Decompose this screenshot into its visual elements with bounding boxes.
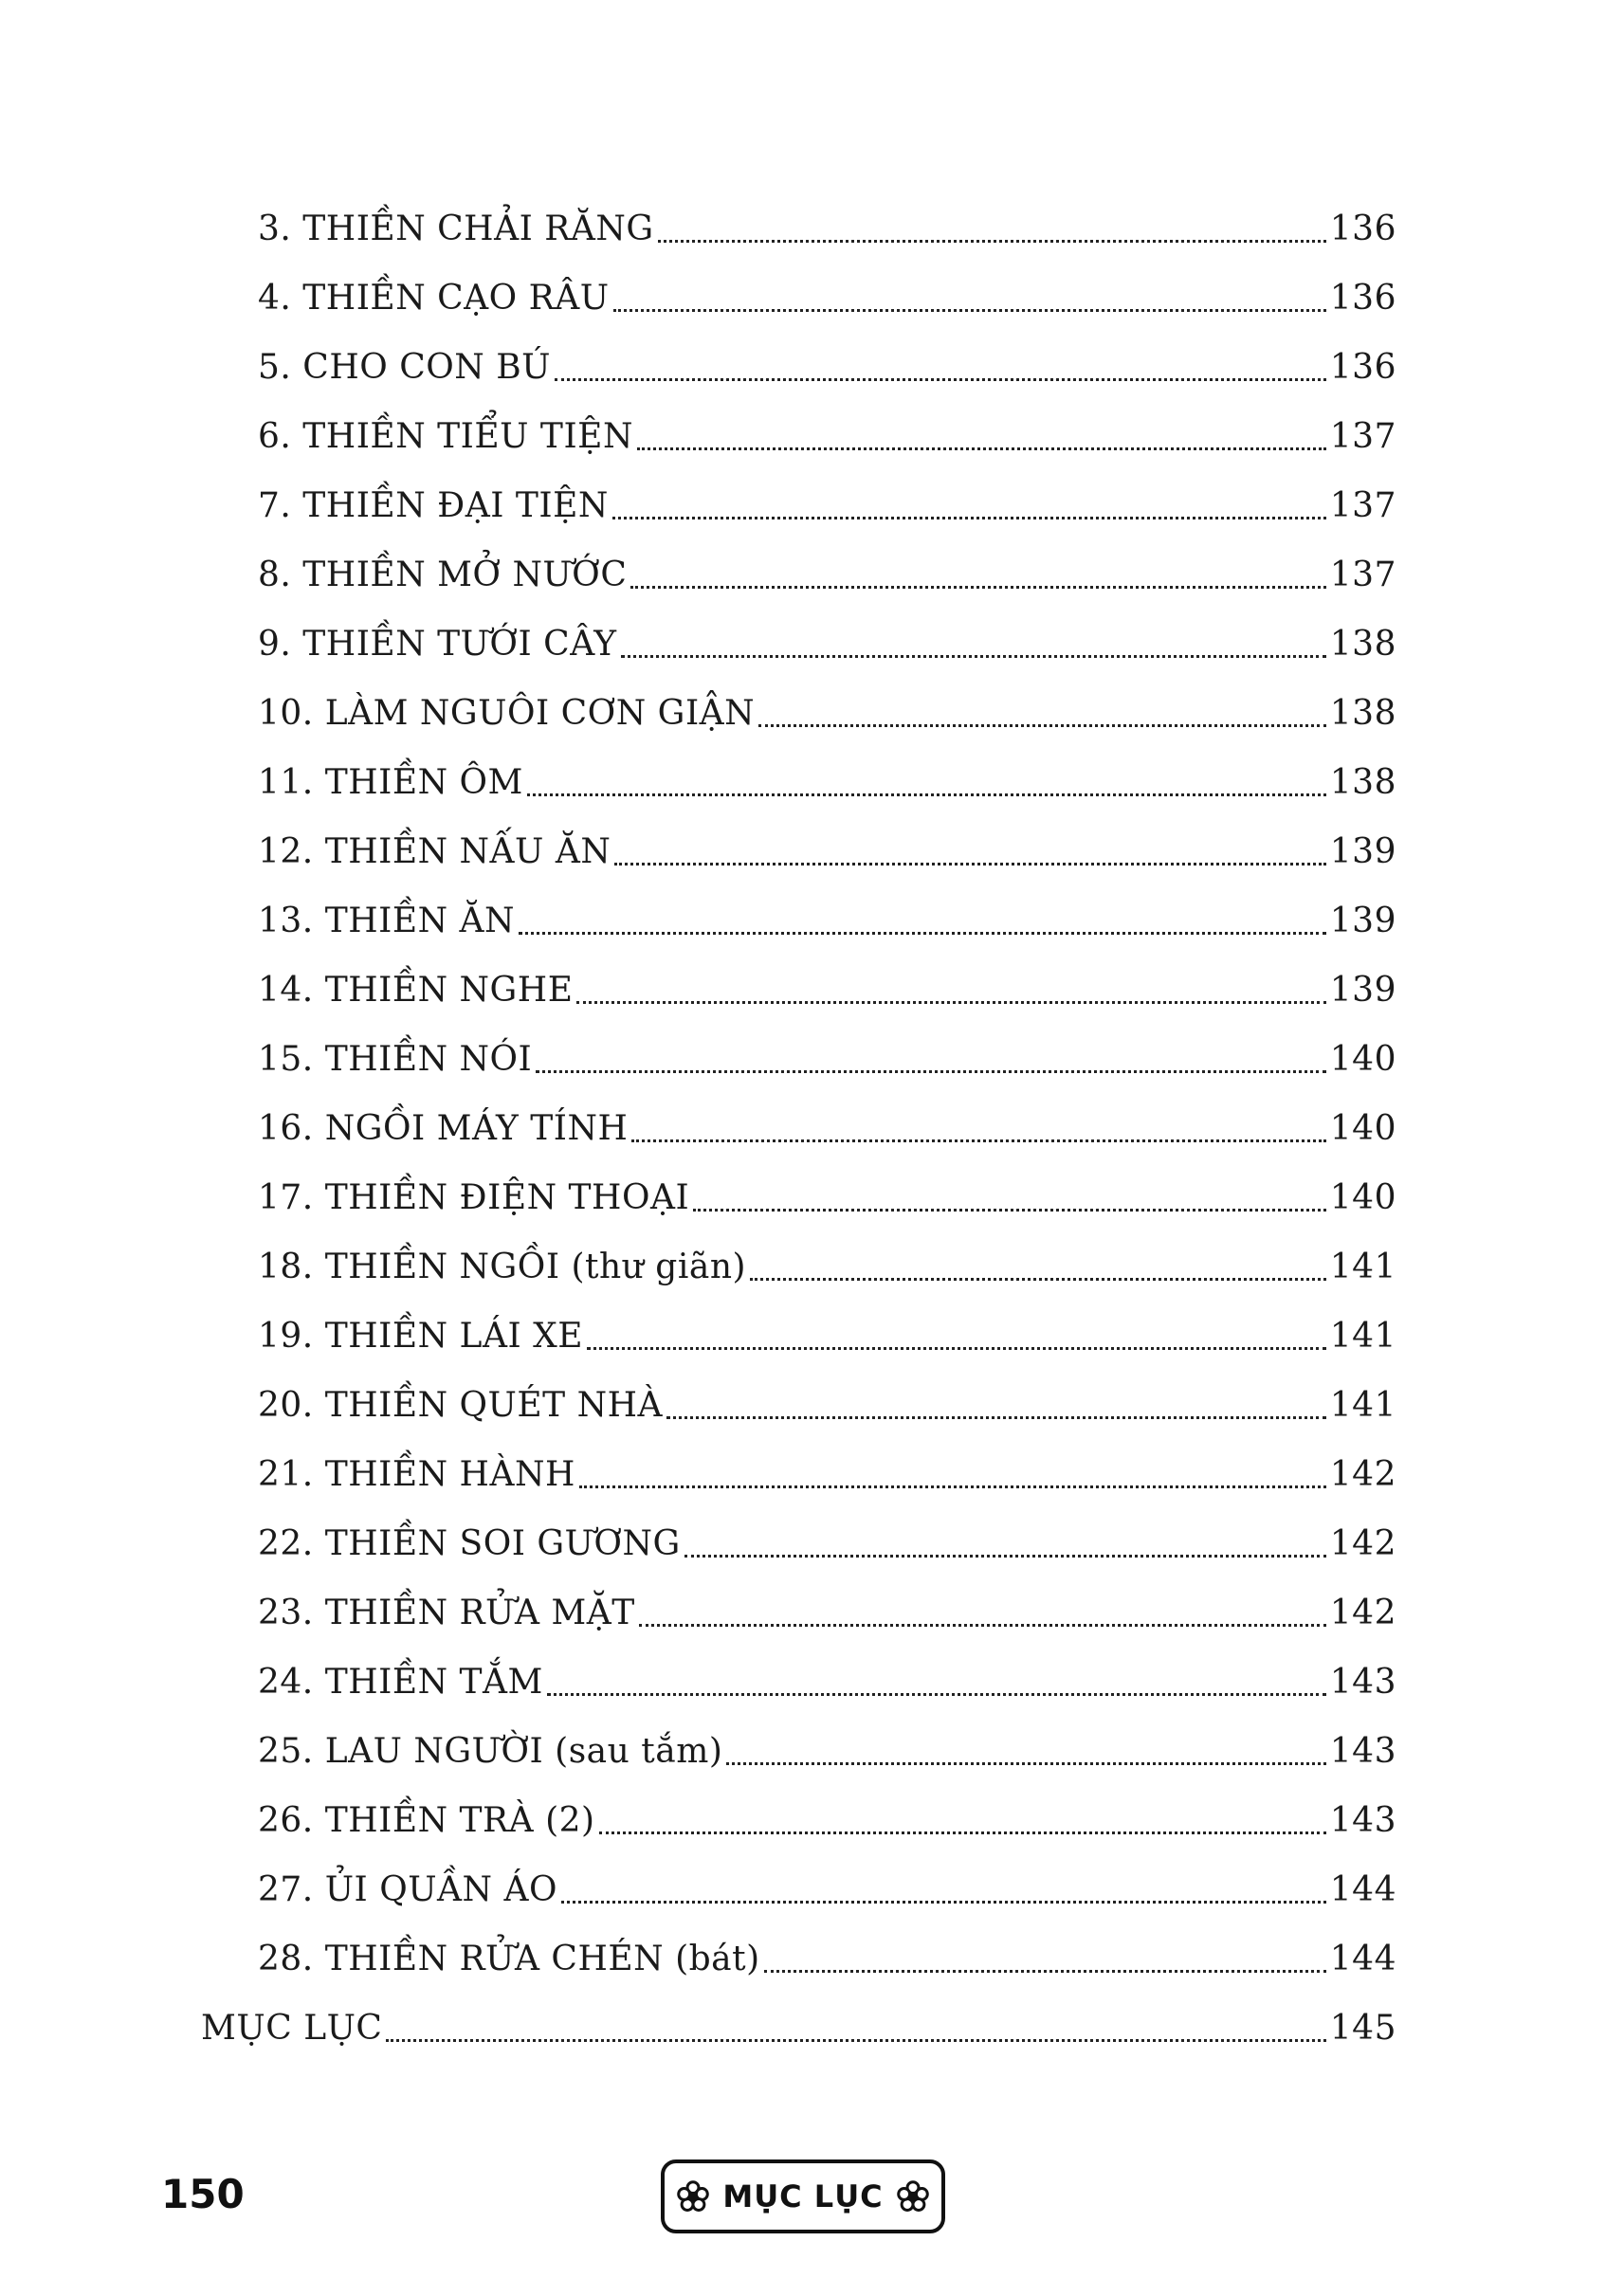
toc-entry-page: 138 <box>1329 763 1396 802</box>
toc-dot-leader <box>631 1102 1325 1156</box>
toc-dot-leader <box>726 1725 1325 1778</box>
toc-entry <box>258 1241 1396 1294</box>
toc-entry-page: 136 <box>1329 279 1396 318</box>
toc-entry <box>258 1102 1396 1156</box>
toc-dot-leader <box>758 687 1326 740</box>
toc-entry <box>258 1172 1396 1225</box>
toc-entry-title: 24. THIỀN TẮM <box>258 1663 543 1702</box>
toc-entry-page: 137 <box>1329 486 1396 525</box>
toc-entry-title: 26. THIỀN TRÀ (2) <box>258 1801 595 1840</box>
toc-dot-leader <box>536 1033 1326 1086</box>
toc-dot-leader <box>750 1241 1326 1294</box>
toc-entry <box>258 1379 1396 1432</box>
toc-entry <box>258 1449 1396 1502</box>
toc-entry-title: 11. THIỀN ÔM <box>258 763 523 802</box>
toc-entry-page: 139 <box>1329 971 1396 1010</box>
toc-entry-page: 138 <box>1329 625 1396 664</box>
toc-entry <box>258 687 1396 740</box>
toc-dot-leader <box>613 272 1326 325</box>
toc-entry-title: 16. NGỒI MÁY TÍNH <box>258 1109 629 1148</box>
flower-icon <box>897 2180 929 2213</box>
toc-entry-title: 20. THIỀN QUÉT NHÀ <box>258 1386 664 1425</box>
toc-entry <box>258 618 1396 671</box>
toc-entry-page: 139 <box>1329 902 1396 940</box>
toc-entry <box>258 410 1396 464</box>
toc-entry-page: 143 <box>1329 1663 1396 1702</box>
toc-entry <box>258 1310 1396 1363</box>
toc-entry-page: 141 <box>1329 1317 1396 1356</box>
toc-dot-leader <box>386 2002 1325 2055</box>
toc-entry-page: 143 <box>1329 1801 1396 1840</box>
toc-entry-page: 136 <box>1329 210 1396 248</box>
toc-entry <box>258 1587 1396 1640</box>
toc-entry <box>258 1518 1396 1571</box>
toc-entry-page: 141 <box>1329 1386 1396 1425</box>
toc-entry <box>258 1656 1396 1709</box>
toc-entry-page: 140 <box>1329 1109 1396 1148</box>
toc-entry <box>258 480 1396 533</box>
toc-dot-leader <box>555 341 1326 394</box>
toc-entry-title: 12. THIỀN NẤU ĂN <box>258 832 611 871</box>
toc-entry-title: 9. THIỀN TƯỚI CÂY <box>258 625 617 664</box>
toc-entry-title: 5. CHO CON BÚ <box>258 348 551 387</box>
toc-entry-page: 144 <box>1329 1940 1396 1978</box>
toc-entry <box>258 964 1396 1017</box>
toc-entry-page: 138 <box>1329 694 1396 733</box>
toc-entry-page: 144 <box>1329 1870 1396 1909</box>
toc-dot-leader <box>621 618 1326 671</box>
toc-entry-title: 27. ỦI QUẦN ÁO <box>258 1870 558 1909</box>
toc-dot-leader <box>547 1656 1326 1709</box>
toc-entry-page: 140 <box>1329 1178 1396 1217</box>
toc-main-entry <box>201 2002 1396 2055</box>
toc-main-entry-title: MỤC LỤC <box>201 2009 383 2048</box>
toc-dot-leader <box>630 549 1325 602</box>
toc-dot-leader <box>764 1933 1326 1986</box>
toc-dot-leader <box>599 1795 1326 1848</box>
section-label: MỤC LỤC <box>722 2178 884 2214</box>
toc-entry-title: 3. THIỀN CHẢI RĂNG <box>258 210 654 248</box>
toc-entry-title: 7. THIỀN ĐẠI TIỆN <box>258 486 609 525</box>
toc-dot-leader <box>576 964 1325 1017</box>
toc-dot-leader <box>587 1310 1326 1363</box>
toc-dot-leader <box>519 895 1326 948</box>
toc-entry-page: 140 <box>1329 1040 1396 1079</box>
toc-entry-page: 139 <box>1329 832 1396 871</box>
toc-dot-leader <box>561 1864 1326 1917</box>
toc-entry <box>258 203 1396 256</box>
toc-entry <box>258 549 1396 602</box>
toc-entry <box>258 826 1396 879</box>
toc-entry-title: 22. THIỀN SOI GƯƠNG <box>258 1524 681 1563</box>
toc-entry <box>258 756 1396 810</box>
toc-entry-title: 25. LAU NGƯỜI (sau tắm) <box>258 1732 723 1771</box>
toc-entry <box>258 1795 1396 1848</box>
toc-dot-leader <box>614 826 1325 879</box>
toc-entry <box>258 341 1396 394</box>
toc-dot-leader <box>693 1172 1326 1225</box>
toc-entry <box>258 1725 1396 1778</box>
toc-entry-title: 15. THIỀN NÓI <box>258 1040 533 1079</box>
page-number: 150 <box>161 2171 245 2217</box>
toc-entry-title: 17. THIỀN ĐIỆN THOẠI <box>258 1178 690 1217</box>
section-label-box <box>661 2159 945 2233</box>
toc-entry-page: 141 <box>1329 1248 1396 1286</box>
toc-dot-leader <box>658 203 1326 256</box>
toc-entry-title: 28. THIỀN RỬA CHÉN (bát) <box>258 1940 760 1978</box>
toc-main-entry-page: 145 <box>1329 2009 1396 2048</box>
toc-dot-leader <box>684 1518 1326 1571</box>
toc-entry-title: 14. THIỀN NGHE <box>258 971 574 1010</box>
toc-entry-page: 137 <box>1329 417 1396 456</box>
toc-entry <box>258 272 1396 325</box>
toc-entry-title: 23. THIỀN RỬA MẶT <box>258 1594 635 1632</box>
toc-entry-page: 142 <box>1329 1594 1396 1632</box>
toc-entry-page: 142 <box>1329 1524 1396 1563</box>
toc-dot-leader <box>527 756 1326 810</box>
toc-dot-leader <box>637 410 1326 464</box>
toc-entry <box>258 895 1396 948</box>
toc-entry-title: 8. THIỀN MỞ NƯỚC <box>258 556 628 594</box>
toc-entry-title: 19. THIỀN LÁI XE <box>258 1317 584 1356</box>
toc-entry-title: 10. LÀM NGUÔI CƠN GIẬN <box>258 694 756 733</box>
toc-entry-page: 143 <box>1329 1732 1396 1771</box>
toc-dot-leader <box>639 1587 1326 1640</box>
toc-dot-leader <box>666 1379 1326 1432</box>
toc-entry-page: 136 <box>1329 348 1396 387</box>
toc-entry-title: 4. THIỀN CẠO RÂU <box>258 279 610 318</box>
toc-dot-leader <box>612 480 1326 533</box>
flower-icon <box>677 2180 709 2213</box>
toc-entry <box>258 1864 1396 1917</box>
toc-entry <box>258 1033 1396 1086</box>
toc-entry-page: 142 <box>1329 1455 1396 1494</box>
toc-entry-title: 18. THIỀN NGỒI (thư giãn) <box>258 1248 747 1286</box>
toc-entry-title: 6. THIỀN TIỂU TIỆN <box>258 417 633 456</box>
toc-entry-title: 13. THIỀN ĂN <box>258 902 516 940</box>
toc-dot-leader <box>579 1449 1326 1502</box>
toc-entry <box>258 1933 1396 1986</box>
toc-entry-page: 137 <box>1329 556 1396 594</box>
toc-entry-title: 21. THIỀN HÀNH <box>258 1455 575 1494</box>
